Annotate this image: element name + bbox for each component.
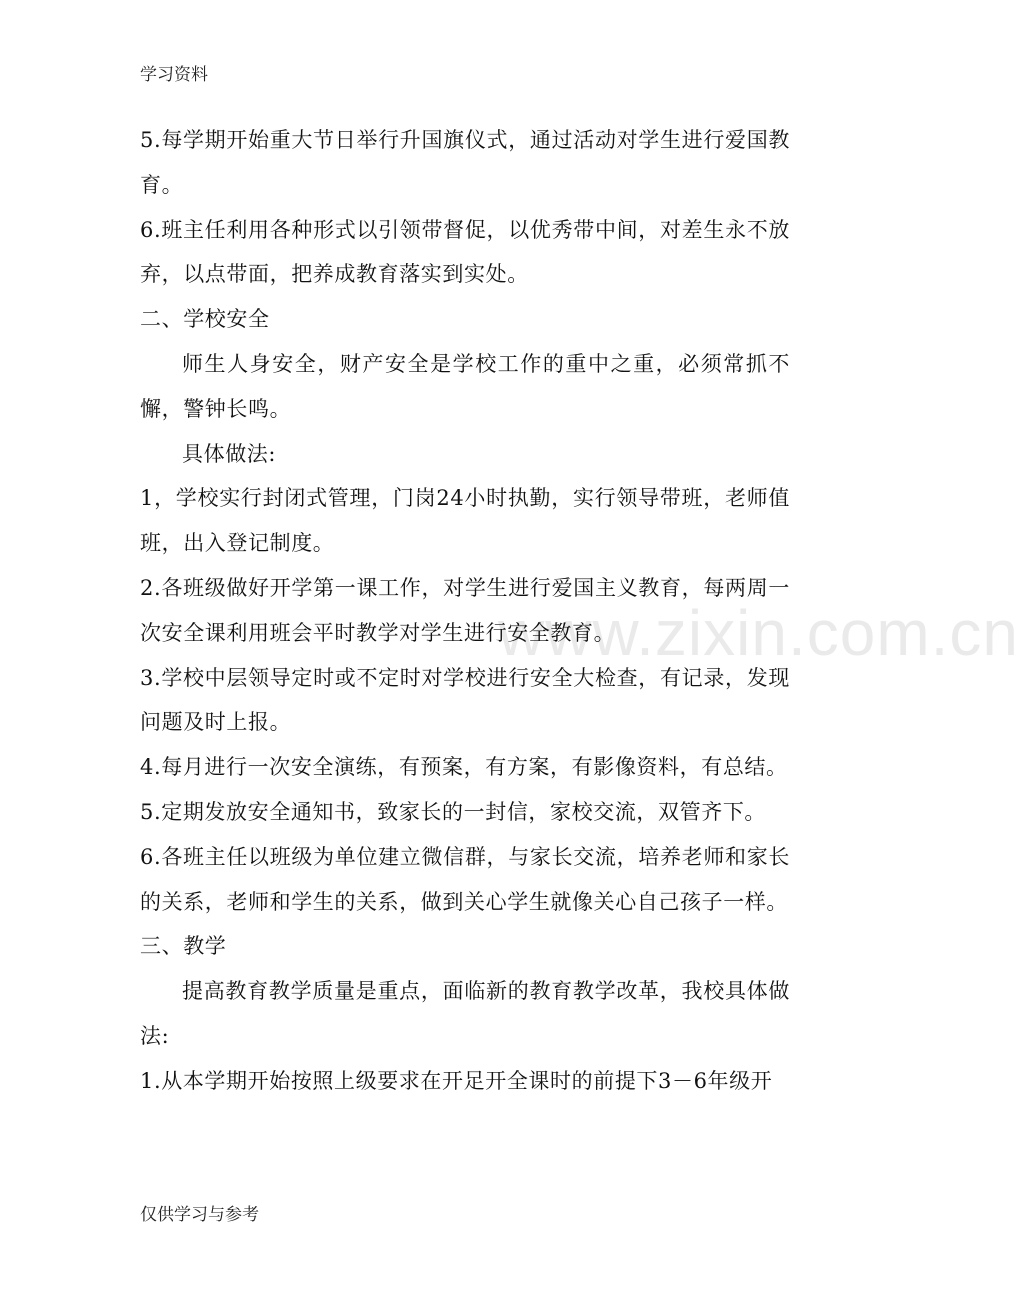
paragraph-methods-label: 具体做法: bbox=[182, 441, 277, 466]
page-footer: 仅供学习与参考 bbox=[140, 1205, 259, 1225]
paragraph-teaching-intro: 提高教育教学质量是重点，面临新的教育教学改革，我校具体做法: bbox=[140, 979, 790, 1048]
paragraph-item-5: 5.每学期开始重大节日举行升国旗仪式，通过活动对学生进行爱国教育。 bbox=[140, 128, 790, 197]
document-body bbox=[140, 118, 790, 1104]
safety-item-6: 6.各班主任以班级为单位建立微信群，与家长交流，培养老师和家长的关系，老师和学生的关系，做到关心学生就像关心自己孩子一样。 bbox=[140, 844, 790, 914]
page-header: 学习资料 bbox=[140, 65, 208, 85]
safety-item-1: 1，学校实行封闭式管理，门岗24小时执勤，实行领导带班，老师值班，出入登记制度。 bbox=[140, 486, 790, 556]
safety-item-4: 4.每月进行一次安全演练，有预案，有方案，有影像资料，有总结。 bbox=[140, 755, 788, 780]
watermark: www.zixin.com.cn bbox=[498, 597, 1019, 669]
paragraph-item-6: 6.班主任利用各种形式以引领带督促，以优秀带中间，对差生永不放弃，以点带面，把养成教育落实到实处。 bbox=[140, 217, 790, 287]
paragraph-safety-intro: 师生人身安全，财产安全是学校工作的重中之重，必须常抓不懈，警钟长鸣。 bbox=[140, 351, 790, 421]
safety-item-3: 3.学校中层领导定时或不定时对学校进行安全大检查，有记录，发现问题及时上报。 bbox=[140, 665, 790, 735]
section-heading-school-safety: 二、学校安全 bbox=[140, 307, 270, 332]
teaching-item-1: 1.从本学期开始按照上级要求在开足开全课时的前提下3－6年级开 bbox=[140, 1068, 773, 1093]
safety-item-2: 2.各班级做好开学第一课工作，对学生进行爱国主义教育，每两周一次安全课利用班会平时教学对学生进行安全教育。 bbox=[140, 575, 790, 645]
safety-item-5: 5.定期发放安全通知书，致家长的一封信，家校交流，双管齐下。 bbox=[140, 799, 767, 824]
section-heading-teaching: 三、教学 bbox=[140, 934, 227, 959]
